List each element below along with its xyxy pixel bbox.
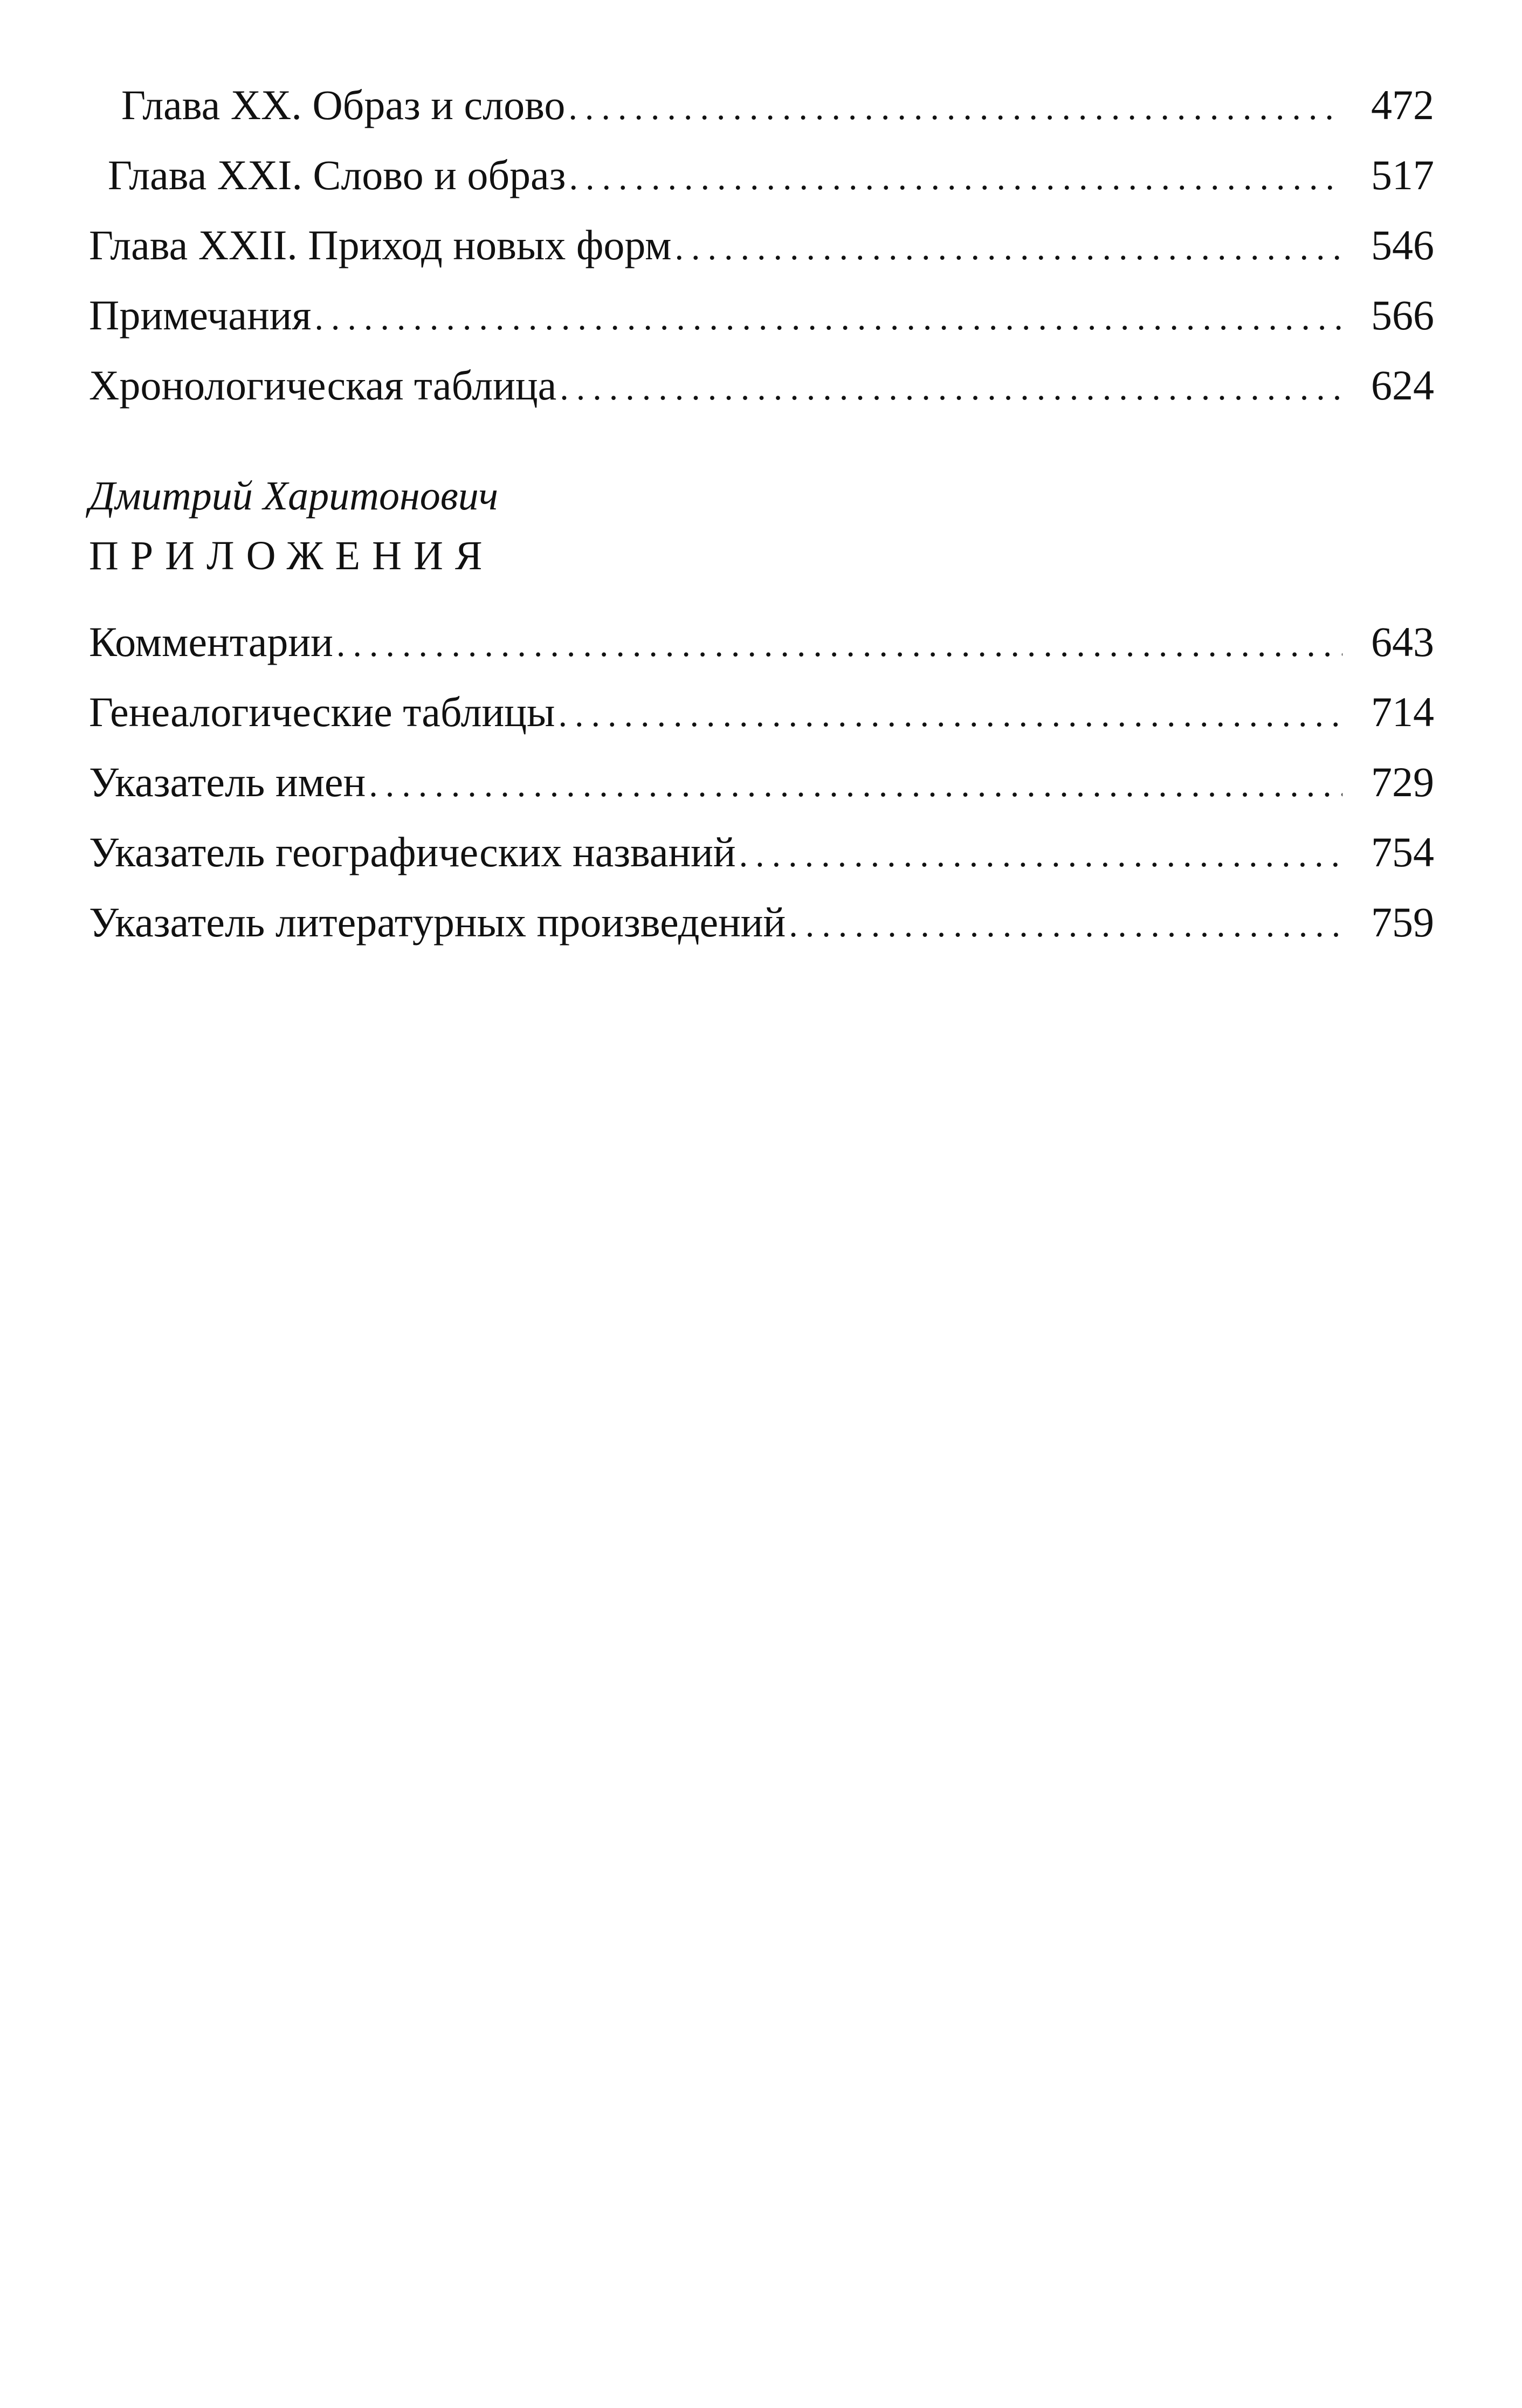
- toc-entry-page: 472: [1371, 81, 1434, 128]
- toc-entry-geography-index: [89, 817, 1434, 887]
- dot-leader: [569, 143, 1342, 213]
- toc-entry-page: 714: [1371, 688, 1434, 735]
- toc-entry-page: 759: [1371, 899, 1434, 946]
- toc-entry-page: 754: [1371, 829, 1434, 875]
- toc-entry-page: 546: [1371, 222, 1434, 268]
- toc-entry-page: 566: [1371, 292, 1434, 339]
- section-author: Дмитрий Харитонович: [89, 473, 498, 519]
- toc-entry-chapter-21: [89, 140, 1434, 210]
- toc-entry-name-index: [89, 747, 1434, 817]
- toc-entry-genealogy: [89, 677, 1434, 747]
- toc-entry-label: Глава XXII. Приход новых форм: [89, 222, 672, 268]
- toc-entry-label: Указатель литературных произведений: [89, 899, 786, 946]
- toc-entry-label: Указатель географических названий: [89, 829, 736, 875]
- table-of-contents-part-1: [89, 70, 1434, 420]
- toc-entry-label: Хронологическая таблица: [89, 362, 557, 409]
- dot-leader: [568, 73, 1342, 143]
- section-title: ПРИЛОЖЕНИЯ: [89, 533, 494, 578]
- dot-leader: [558, 680, 1342, 750]
- dot-leader: [739, 820, 1342, 890]
- dot-leader: [336, 610, 1342, 680]
- toc-entry-label: Примечания: [89, 292, 312, 339]
- toc-entry-label: Указатель имен: [89, 758, 366, 805]
- toc-entry-chapter-20: [89, 70, 1434, 140]
- toc-entry-works-index: [89, 887, 1434, 957]
- dot-leader: [560, 353, 1342, 423]
- toc-entry-label: Глава XXI. Слово и образ: [108, 151, 566, 198]
- toc-entry-page: 624: [1371, 362, 1434, 409]
- toc-entry-label: Генеалогические таблицы: [89, 688, 555, 735]
- toc-entry-notes: [89, 280, 1434, 350]
- dot-leader: [789, 890, 1342, 960]
- toc-entry-page: 643: [1371, 618, 1434, 665]
- dot-leader: [675, 213, 1342, 283]
- toc-entry-label: Глава XX. Образ и слово: [121, 81, 566, 128]
- toc-entry-commentary: [89, 607, 1434, 677]
- dot-leader: [314, 283, 1342, 353]
- toc-entry-page: 729: [1371, 758, 1434, 805]
- appendix-section: [89, 469, 1434, 957]
- dot-leader: [369, 750, 1342, 820]
- toc-entry-chronology: [89, 350, 1434, 420]
- toc-entry-label: Комментарии: [89, 618, 333, 665]
- toc-entry-page: 517: [1371, 151, 1434, 198]
- toc-entry-chapter-22: [89, 210, 1434, 280]
